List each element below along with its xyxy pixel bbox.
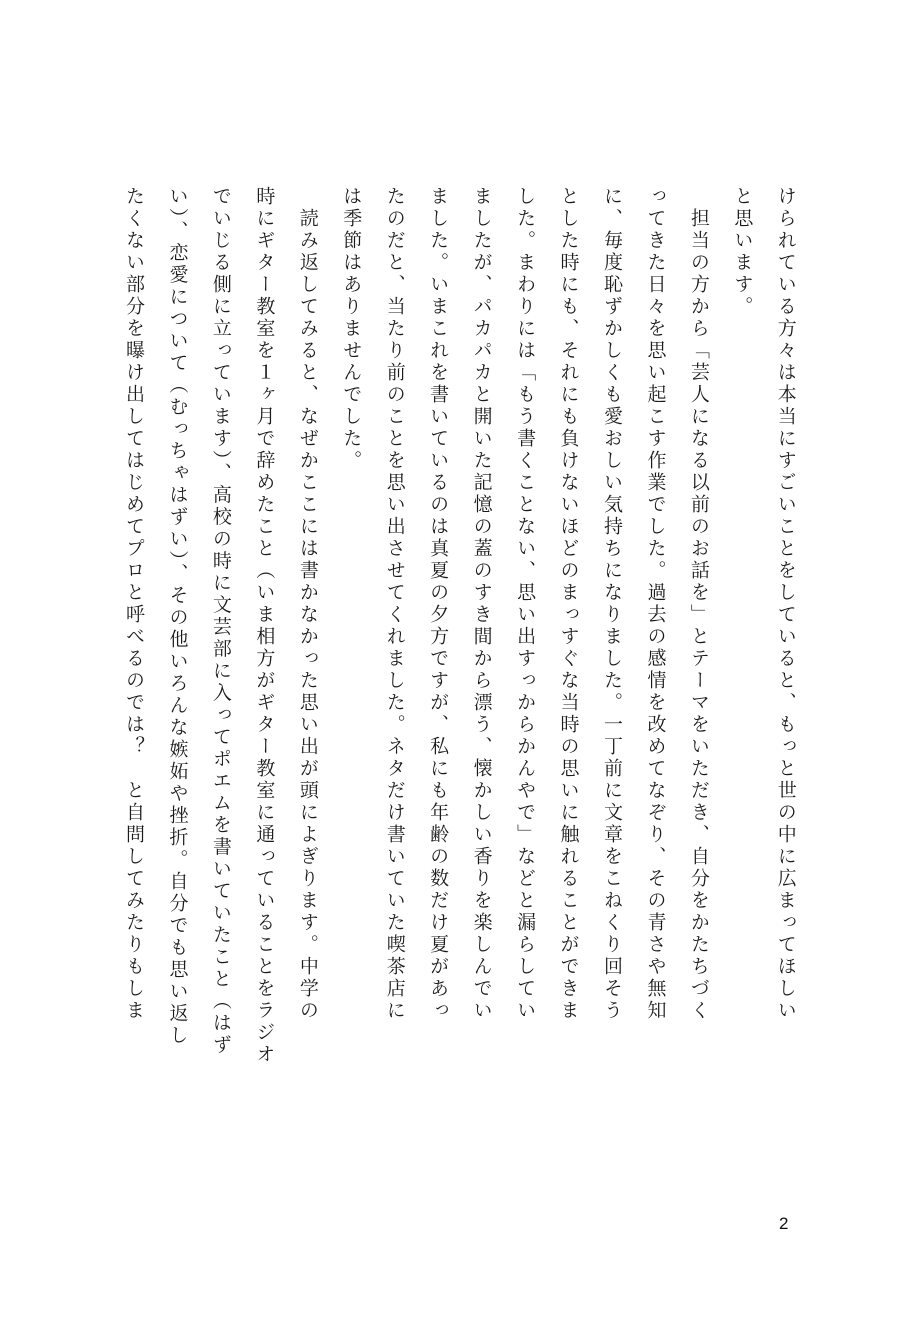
text-column-2: と思います。 — [731, 186, 754, 318]
vertical-text-block — [120, 186, 800, 1086]
text-column-14: でいじる側に立っています）、高校の時に文芸部に入ってポエムを書いていたこと（はず — [209, 186, 232, 1057]
text-column-12: 読み返してみると、なぜかここには書かなかった思い出が頭によぎります。中学の — [296, 186, 319, 1022]
page-number: 2 — [779, 1214, 789, 1233]
text-column-1: けられている方々は本当にすごいことをしていると、もっと世の中に広まってほしい — [774, 186, 797, 1022]
text-column-11: は季節はありませんでした。 — [340, 186, 363, 472]
text-column-7: した。まわりには「もう書くことない、思い出すっからかんやで」などと漏らしてい — [514, 186, 537, 1022]
text-column-6: とした時にも、それにも負けないほどのまっすぐな当時の思いに触れることができま — [557, 186, 580, 1022]
text-column-13: 時にギター教室を１ヶ月で辞めたこと（いま相方がギター教室に通っていることをラジオ — [253, 186, 276, 1066]
text-column-4: ってきた日々を思い起こす作業でした。過去の感情を改めてなぞり、その青さや無知 — [644, 186, 667, 1022]
text-column-5: に、毎度恥ずかしくも愛おしい気持ちになりました。一丁前に文章をこねくり回そう — [600, 186, 623, 1022]
text-column-8: ましたが、パカパカと開いた記憶の蓋のすき間から漂う、懐かしい香りを楽しんでい — [470, 186, 493, 1022]
text-column-15: い）、恋愛について（むっちゃはずい）、その他いろんな嫉妬や挫折。自分でも思い返し — [166, 186, 189, 1047]
text-column-9: ました。いまこれを書いているのは真夏の夕方ですが、私にも年齢の数だけ夏があっ — [427, 186, 450, 1022]
text-column-16: たくない部分を曝け出してはじめてプロと呼べるのでは？ と自問してみたりもしま — [123, 186, 145, 1022]
text-column-10: たのだと、当たり前のことを思い出させてくれました。ネタだけ書いていた喫茶店に — [383, 186, 406, 1022]
text-column-3: 担当の方から「芸人になる以前のお話を」とテーマをいただき、自分をかたちづく — [687, 186, 710, 1022]
